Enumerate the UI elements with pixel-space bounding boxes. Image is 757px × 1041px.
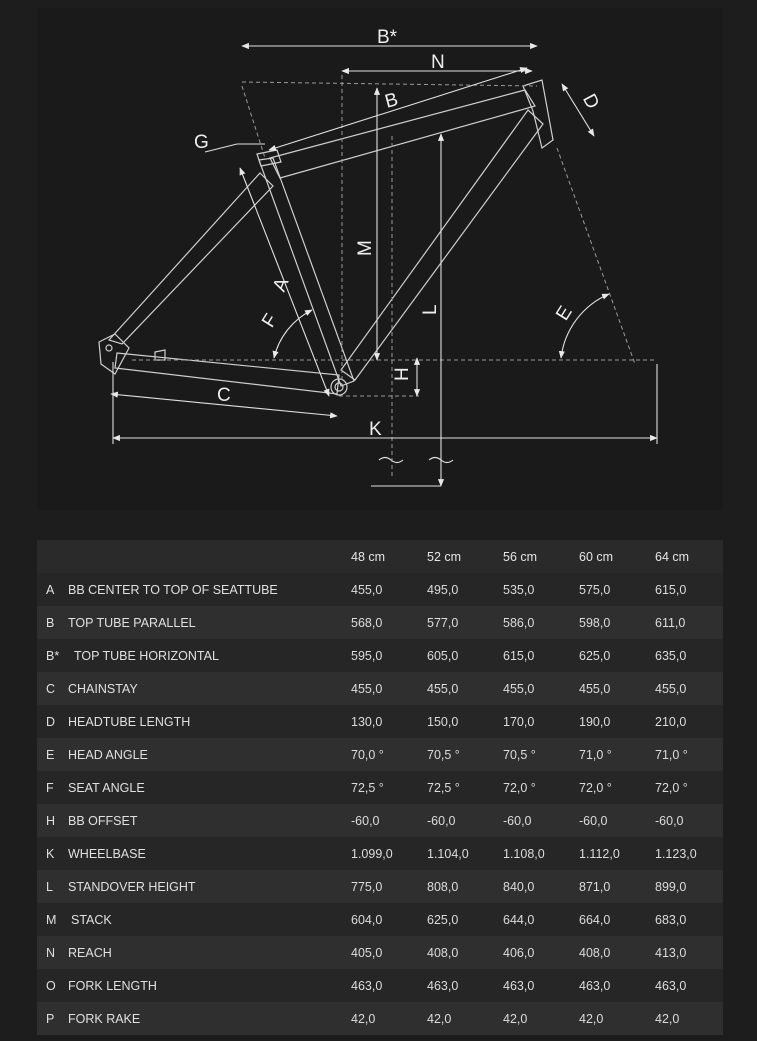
head-tube — [523, 80, 553, 148]
row-value: 1.104,0 — [427, 846, 469, 861]
row-value: 595,0 — [351, 648, 383, 663]
header-size-52: 52 cm — [425, 540, 501, 573]
row-value: 210,0 — [655, 714, 687, 729]
row-value: 840,0 — [503, 879, 535, 894]
row-value: 625,0 — [427, 912, 459, 927]
row-value: -60,0 — [503, 813, 532, 828]
row-value: 455,0 — [503, 681, 535, 696]
row-value: 130,0 — [351, 714, 383, 729]
bike-frame — [99, 80, 553, 395]
row-value: 625,0 — [579, 648, 611, 663]
row-value: 598,0 — [579, 615, 611, 630]
row-value: 568,0 — [351, 615, 383, 630]
row-value: 70,5 ° — [503, 747, 536, 762]
table-row — [37, 804, 723, 837]
row-value: 463,0 — [655, 978, 687, 993]
row-value: 1.123,0 — [655, 846, 697, 861]
row-name: WHEELBASE — [68, 846, 146, 861]
row-value: 42,0 — [655, 1011, 680, 1026]
row-name: FORK RAKE — [68, 1011, 141, 1026]
header-name — [68, 540, 349, 573]
top-tube — [270, 90, 535, 178]
row-value: 871,0 — [579, 879, 611, 894]
row-value: 1.099,0 — [351, 846, 393, 861]
table-row — [37, 705, 723, 738]
row-value: 150,0 — [427, 714, 459, 729]
row-value: 775,0 — [351, 879, 383, 894]
row-code: B — [46, 615, 55, 630]
row-value: 463,0 — [579, 978, 611, 993]
row-value: 604,0 — [351, 912, 383, 927]
row-value: 605,0 — [427, 648, 459, 663]
row-value: 586,0 — [503, 615, 535, 630]
row-value: 190,0 — [579, 714, 611, 729]
row-code: A — [46, 582, 55, 597]
row-value: 70,5 ° — [427, 747, 460, 762]
row-code: H — [46, 813, 56, 828]
row-value: 72,5 ° — [427, 780, 460, 795]
label-e: E — [552, 302, 577, 325]
header-size-48: 48 cm — [349, 540, 425, 573]
row-value: -60,0 — [427, 813, 456, 828]
row-value: 455,0 — [655, 681, 687, 696]
row-code: E — [46, 747, 55, 762]
row-value: 405,0 — [351, 945, 383, 960]
table-row — [37, 738, 723, 771]
row-name: BB CENTER TO TOP OF SEATTUBE — [68, 582, 278, 597]
table-row — [37, 606, 723, 639]
row-name: STACK — [71, 912, 112, 927]
table-row — [37, 573, 723, 606]
table-row — [37, 639, 723, 672]
row-value: 406,0 — [503, 945, 535, 960]
label-b-star: B* — [377, 27, 398, 48]
row-value: 463,0 — [427, 978, 459, 993]
row-name: FORK LENGTH — [68, 978, 157, 993]
table-row — [37, 1002, 723, 1035]
row-value: 71,0 ° — [655, 747, 688, 762]
label-b: B — [382, 89, 401, 113]
row-value: 170,0 — [503, 714, 535, 729]
row-value: 72,0 ° — [655, 780, 688, 795]
row-code: M — [46, 912, 57, 927]
row-value: 615,0 — [503, 648, 535, 663]
row-value: 455,0 — [427, 681, 459, 696]
label-c: C — [217, 385, 231, 406]
row-value: 463,0 — [351, 978, 383, 993]
row-value: 644,0 — [503, 912, 535, 927]
label-g: G — [194, 132, 209, 153]
construction-lines — [132, 75, 657, 478]
row-name: BB OFFSET — [68, 813, 138, 828]
row-value: 408,0 — [427, 945, 459, 960]
geometry-table — [37, 540, 723, 1035]
row-name: HEADTUBE LENGTH — [68, 714, 191, 729]
row-name: TOP TUBE HORIZONTAL — [74, 648, 219, 663]
row-value: 42,0 — [351, 1011, 376, 1026]
row-value: 408,0 — [579, 945, 611, 960]
table-row — [37, 903, 723, 936]
row-name: REACH — [68, 945, 112, 960]
row-value: 42,0 — [579, 1011, 604, 1026]
row-code: K — [46, 846, 55, 861]
row-value: 42,0 — [503, 1011, 528, 1026]
table-row — [37, 672, 723, 705]
row-value: 455,0 — [351, 681, 383, 696]
row-value: 535,0 — [503, 582, 535, 597]
row-name: SEAT ANGLE — [68, 780, 145, 795]
row-value: 1.112,0 — [579, 846, 620, 861]
row-value: 71,0 ° — [579, 747, 612, 762]
row-value: 808,0 — [427, 879, 459, 894]
label-m: M — [355, 240, 376, 256]
row-code: C — [46, 681, 56, 696]
row-code: P — [46, 1011, 55, 1026]
row-code: N — [46, 945, 56, 960]
row-value: 42,0 — [427, 1011, 452, 1026]
dimension-lines — [111, 46, 657, 486]
header-size-60: 60 cm — [577, 540, 653, 573]
row-value: 899,0 — [655, 879, 687, 894]
table-row — [37, 870, 723, 903]
row-value: 72,0 ° — [503, 780, 536, 795]
label-f: F — [258, 310, 283, 332]
row-code: B* — [46, 648, 60, 663]
row-value: -60,0 — [351, 813, 380, 828]
brake-mount — [155, 350, 165, 360]
row-value: 455,0 — [579, 681, 611, 696]
label-n: N — [431, 52, 445, 73]
seat-tube — [259, 158, 354, 386]
header-size-56: 56 cm — [501, 540, 577, 573]
label-d: D — [578, 90, 604, 113]
table-row — [37, 936, 723, 969]
row-value: 455,0 — [351, 582, 383, 597]
row-name: TOP TUBE PARALLEL — [68, 615, 196, 630]
row-name: HEAD ANGLE — [68, 747, 148, 762]
frame-geometry-svg — [37, 8, 723, 510]
header-size-64: 64 cm — [653, 540, 723, 573]
row-name: STANDOVER HEIGHT — [68, 879, 196, 894]
row-value: 577,0 — [427, 615, 459, 630]
row-value: 611,0 — [655, 615, 686, 630]
row-value: 463,0 — [503, 978, 535, 993]
table-row — [37, 771, 723, 804]
row-value: 683,0 — [655, 912, 687, 927]
row-value: 495,0 — [427, 582, 459, 597]
frame-geometry-diagram — [37, 8, 723, 510]
row-value: 575,0 — [579, 582, 611, 597]
row-value: 615,0 — [655, 582, 687, 597]
row-code: D — [46, 714, 56, 729]
row-code: F — [46, 780, 54, 795]
row-code: L — [46, 879, 53, 894]
table-row — [37, 969, 723, 1002]
label-l: L — [420, 304, 441, 315]
row-value: -60,0 — [655, 813, 684, 828]
row-name: CHAINSTAY — [68, 681, 138, 696]
label-k: K — [369, 419, 382, 440]
row-value: 72,0 ° — [579, 780, 612, 795]
row-value: 413,0 — [655, 945, 687, 960]
seat-stay — [109, 173, 273, 344]
label-h: H — [392, 367, 413, 381]
row-value: 1.108,0 — [503, 846, 545, 861]
label-a: A — [269, 274, 294, 295]
table-row — [37, 837, 723, 870]
table-header-row — [37, 540, 723, 573]
header-code — [37, 540, 68, 573]
row-code: O — [46, 978, 56, 993]
row-value: 72,5 ° — [351, 780, 384, 795]
row-value: -60,0 — [579, 813, 608, 828]
row-value: 664,0 — [579, 912, 611, 927]
row-value: 635,0 — [655, 648, 687, 663]
row-value: 70,0 ° — [351, 747, 384, 762]
